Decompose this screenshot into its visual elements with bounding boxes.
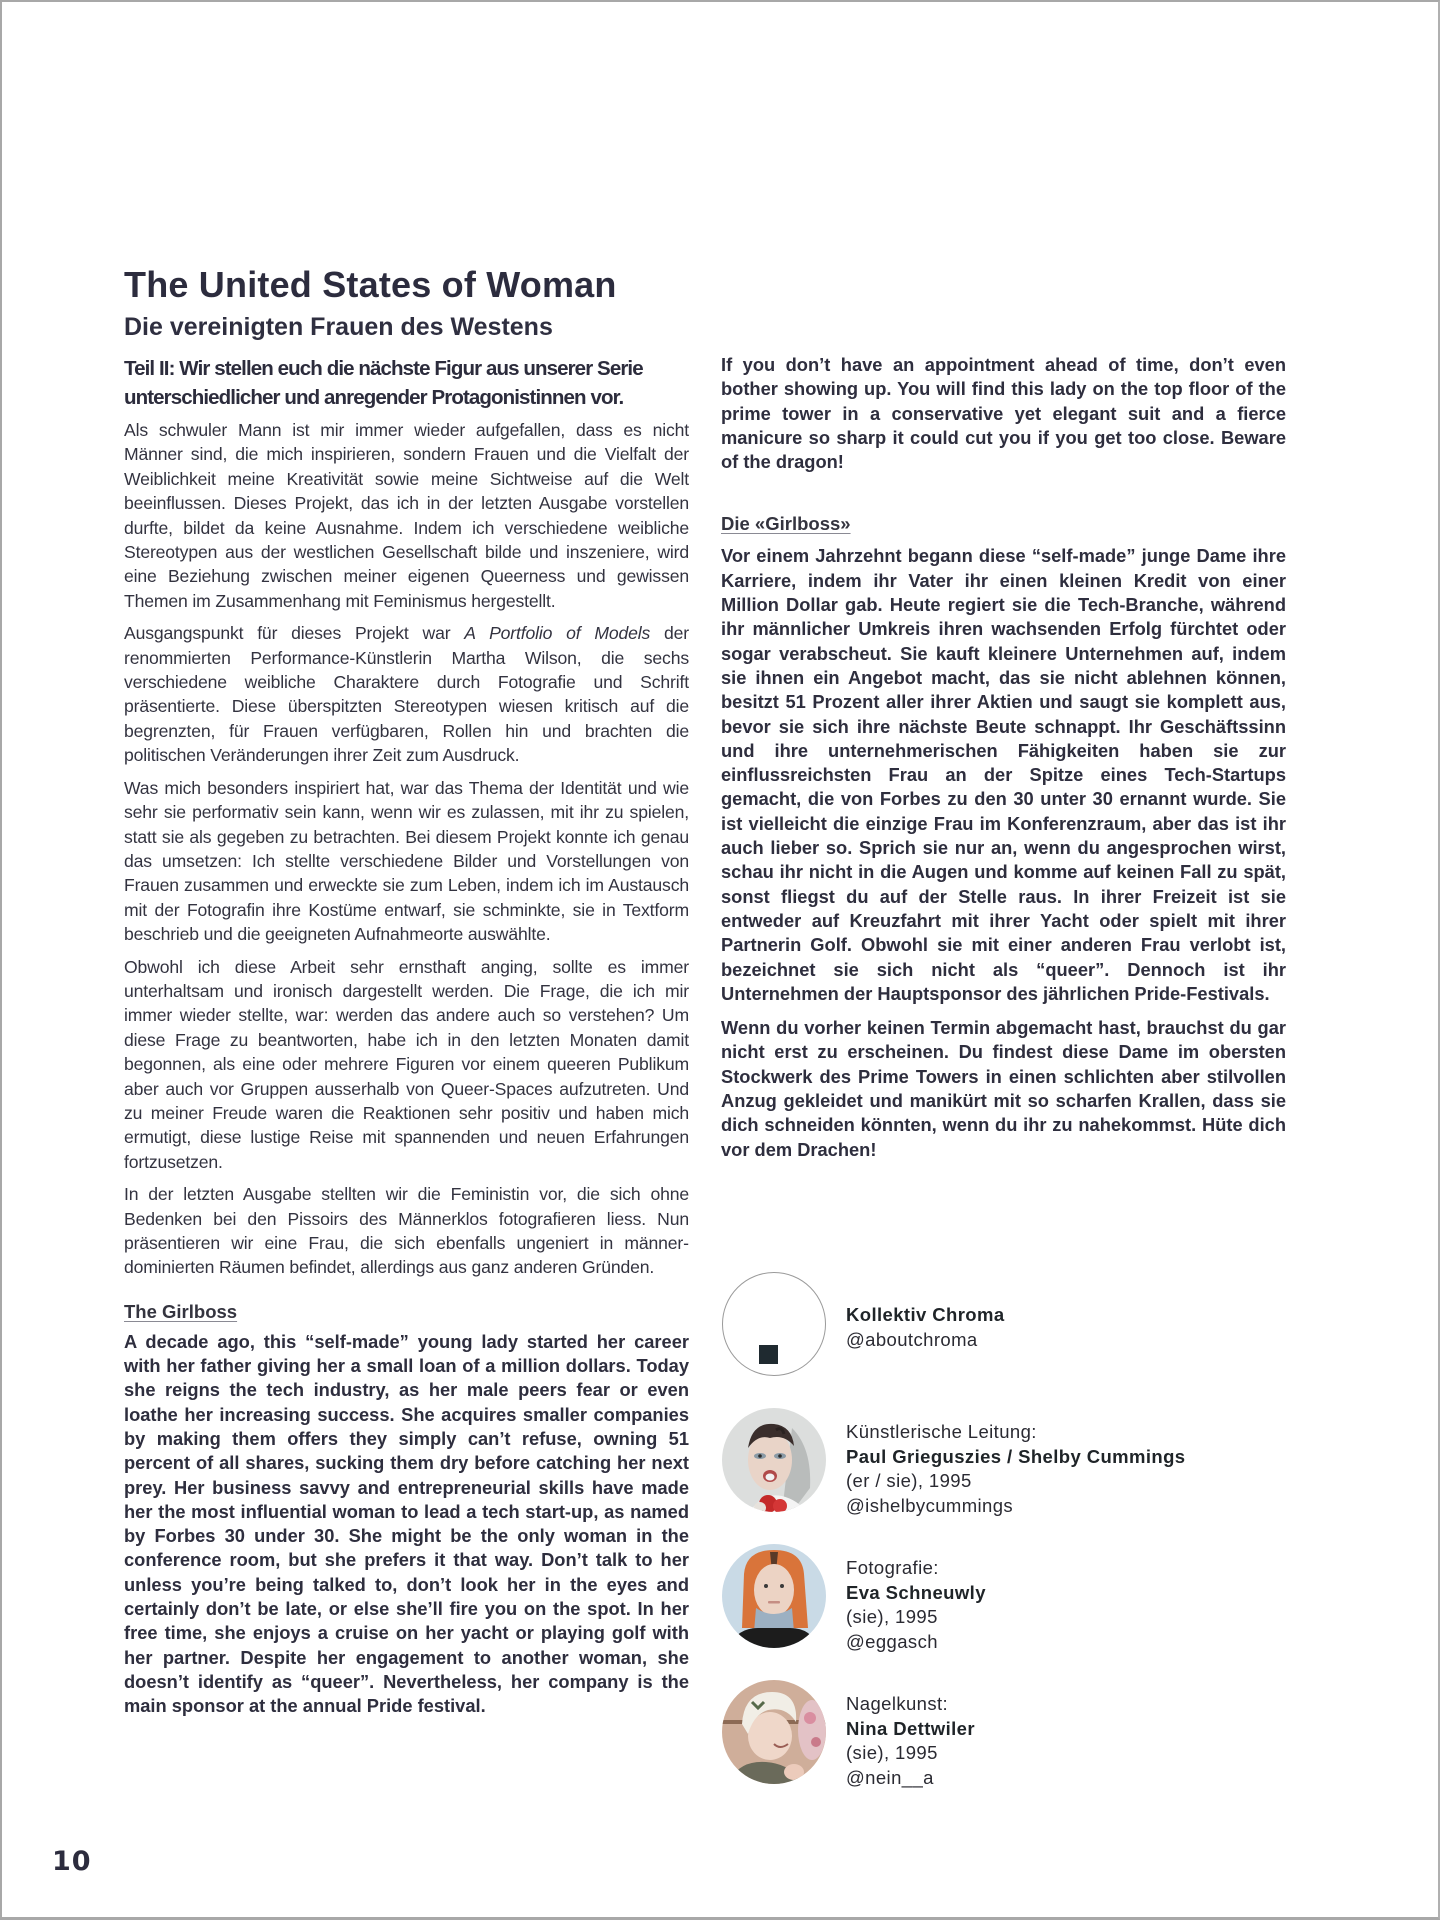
credit-role: Nagelkunst: [846,1693,949,1714]
portfolio-paragraph [124,621,689,767]
credit-handle[interactable]: @aboutchroma [846,1328,978,1350]
avatar-shelby-cummings [722,1408,826,1512]
kollektiv-chroma-logo [722,1272,826,1376]
credit-role: Künstlerische Leitung: [846,1421,1037,1442]
credit-text [846,1303,1005,1352]
credit-name: Eva Schneuwly [846,1581,986,1603]
english-paragraph-2: If you don’t have an appointment ahead of time, don’t even bother showing up. You will find this lady on the top floor of the prime tower in a conservative yet elegant suit and a fierce manicure so sharp it could cut you if you get too close. Beware of the dragon! [721,354,1286,473]
credit-handle[interactable]: @ishelbycummings [846,1494,1014,1516]
credit-text [846,1556,986,1654]
credit-role: Fotografie: [846,1557,939,1578]
portfolio-text-after: der renommierten Performance-Künstlerin Martha Wilson, die sechs verschiedene weibliche Charaktere durch Fotografie und Schrift präsentierte. Diese überspitzten Stereotypen wiesen kritisch auf die begrenzten, für Frauen verfügbaren, Rollen hin und brachten die politischen Veränderungen ihrer Zeit zum Ausdruck. [124,623,690,766]
credit-name: Nina Dettwiler [846,1717,975,1739]
logo-square-icon [759,1345,778,1364]
right-column [721,353,1286,1162]
credit-item [721,1408,1321,1518]
article-title: The United States of Woman [124,264,617,305]
performance-paragraph: Obwohl ich diese Arbeit sehr ernsthaft anging, sollte es immer unterhaltsam und ironisch dargestellt werden. Die Frage, die ich mir immer wieder stellte, war: werden das andere auch so verstehen? Um diese Frage zu beantworten, habe ich in den letzten Monaten damit begonnen, als eine oder mehrere Figuren vor einem queeren Publikum aber auch vor Gruppen ausserhalb von Queer-Spaces aufzutreten. Und zu meiner Freude waren die Reaktionen sehr positiv und haben mich ermutigt, diese lustige Reise mit spannenden und neuen Erfahrungen fortzusetzen. [124,956,689,1172]
credit-details: (sie), 1995 [846,1742,938,1763]
credit-handle[interactable]: @eggasch [846,1630,938,1652]
english-paragraph-1: A decade ago, this “self-made” young lady started her career with her father giving her a small loan of a million dollars. Today she reigns the tech industry, as her male peers fear or even loathe her increasing success. She acquires smaller companies by making them offers they simply can’t refuse, owning 51 percent of all shares, sucking them dry before catching her next prey. Her business savvy and entrepreneurial skills have made her the most influential woman to lead a tech start-up, as named by Forbes 30 under 30. She might be the only woman in the conference room, but she prefers it that way. Don’t talk to her unless you’re being talked to, don’t look her in the eyes and certainly don’t be late, or else she’ll fire you on the spot. In her free time, she enjoys a cruise on her yacht or playing golf with her partner. Despite her engagement to another woman, she doesn’t identify as “queer”. Nevertheless, her company is the main sponsor at the annual Pride festival. [124,1330,689,1717]
credit-name: Kollektiv Chroma [846,1304,1005,1325]
avatar-eva-schneuwly [722,1544,826,1648]
article-lead: Teil II: Wir stellen euch die nächste Figur aus unserer Serie unterschiedlicher und anregender Protagonistinnen vor. [124,357,643,409]
credit-details: (sie), 1995 [846,1606,938,1627]
page-number: 10 [52,1846,92,1877]
english-section-heading: The Girlboss [124,1300,238,1322]
portfolio-text-before: Ausgangspunkt für dieses Projekt war [124,623,465,644]
portrait-image [722,1544,826,1648]
credit-details: (er / sie), 1995 [846,1470,972,1491]
credit-item [721,1544,1321,1654]
credit-item [721,1680,1321,1790]
intro-paragraph: Als schwuler Mann ist mir immer wieder aufgefallen, dass es nicht Männer sind, die mich inspirieren, sondern Frauen und die Vielfalt der Weiblichkeit meine Kreativität sowie meine Sichtweise auf die Welt beeinflussen. Dieses Projekt, das ich in der letzten Ausgabe vorstellen durfte, bildet da keine Ausnahme. Indem ich verschiedene weibliche Stereotypen aus der westlichen Gesellschaft bilde und inszeniere, wird eine Beziehung zwischen meiner eigenen Queerness und gewissen Themen im Zusammenhang mit Feminismus hergestellt. [124,420,689,611]
portfolio-work-title: A Portfolio of Models [464,623,651,644]
credit-text [846,1692,975,1790]
avatar-nina-dettwiler [722,1680,826,1784]
credit-handle[interactable]: @nein__a [846,1766,934,1788]
identity-paragraph: Was mich besonders inspiriert hat, war das Thema der Identität und wie sehr sie performativ sein kann, wenn wir es zulassen, mit ihr zu spielen, statt sie als gegeben zu betrachten. Bei diesem Projekt konnte ich genau das umsetzen: Ich stellte verschiedene Bilder und Vorstellungen von Frauen zusammen und erweckte sie zum Leben, indem ich im Austausch mit der Fotografin ihre Kostüme entwarf, sie schminkte, sie in Textform beschrieb und die geeigneten Aufnahmeorte auswählte. [124,777,689,945]
previous-issue-paragraph: In der letzten Ausgabe stellten wir die Feministin vor, die sich ohne Bedenken bei den Pissoirs des Männerklos fotografieren liess. Nun präsentieren wir eine Frau, die sich ebenfalls ungeniert in männerdominierten Räumen befindet, allerdings aus ganz anderen Gründen. [124,1184,689,1278]
credit-item [721,1272,1321,1382]
credit-text [846,1420,1186,1518]
portrait-image [722,1408,826,1512]
german-paragraph-1: Vor einem Jahrzehnt begann diese “self-made” junge Dame ihre Karriere, indem ihr Vater ihr einen kleinen Kredit von einer Million Dollar gab. Heute regiert sie die Tech-Branche, während ihr männlicher Umkreis ihren wachsenden Erfolg fürchtet oder sogar verabscheut. Sie kauft kleinere Unternehmen auf, indem sie ihnen ein Angebot macht, das sie nicht ablehnen können, besitzt 51 Prozent aller ihrer Aktien und saugt sie komplett aus, bevor sie sich ihre nächste Beute schnappt. Ihr Geschäftssinn und ihre unternehmerischen Fähigkeiten haben sie zur einflussreichsten Frau an der Spitze eines Tech-Startups gemacht, die von Forbes zu den 30 unter 30 ernannt wurde. Sie ist vielleicht die einzige Frau im Konferenzraum, aber das ist ihr auch lieber so. Sprich sie nur an, wenn du angesprochen wirst, schau ihr nicht in die Augen und komme auf keinen Fall zu spät, sonst fliegst du auf der Stelle raus. In ihrer Freizeit ist sie entweder auf Kreuzfahrt mit ihrer Yacht oder spielt mit ihrer Partnerin Golf. Obwohl sie mit einer anderen Frau verlobt ist, bezeichnet sie sich nicht als “queer”. Dennoch ist ihr Unternehmen der Hauptsponsor des jährlichen Pride-Festivals. [721,545,1286,1004]
credit-name: Paul Grieguszies / Shelby Cummings [846,1445,1186,1467]
german-section-heading: Die «Girlboss» [721,513,851,535]
german-paragraph-2: Wenn du vorher keinen Termin abgemacht hast, brauchst du gar nicht erst zu erscheinen. Du findest diese Dame im obersten Stockwerk des Prime Towers in einen schlichten aber stilvollen Anzug gekleidet und manikürt mit so scharfen Krallen, dass sie dich schneiden könnten, wenn du ihr zu nahekommst. Hüte dich vor dem Drachen! [721,1017,1286,1160]
left-column [124,264,689,1719]
article-subtitle: Die vereinigten Frauen des Westens [124,313,553,341]
portrait-image [722,1680,826,1784]
